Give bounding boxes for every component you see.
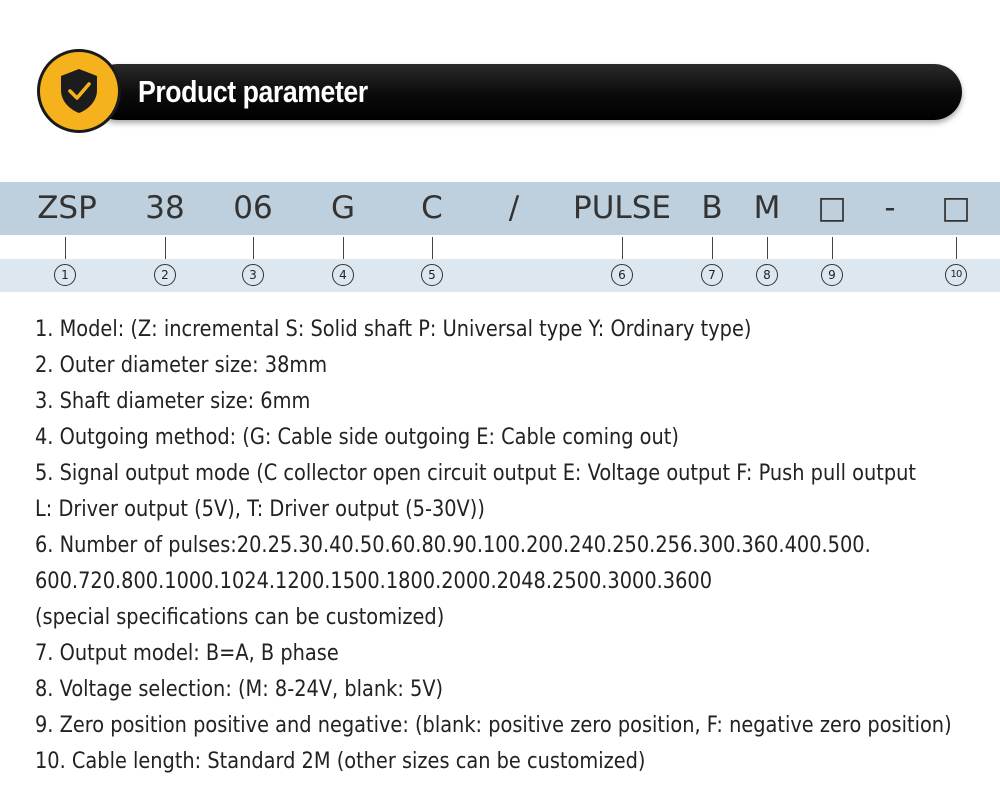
position-number: 10 (945, 264, 967, 286)
description-line: 2. Outer diameter size: 38mm (35, 352, 328, 378)
code-tick (622, 237, 623, 259)
code-tick (253, 237, 254, 259)
model-code-segment: □ (941, 190, 971, 226)
description-line: (special specifications can be customized) (35, 604, 445, 630)
model-code-segment: PULSE (573, 190, 671, 226)
parameter-description (35, 311, 995, 779)
code-tick (65, 237, 66, 259)
description-line: 9. Zero position positive and negative: (blank: positive zero position, F: negative zero position) (35, 712, 952, 738)
model-code-segment: □ (817, 190, 847, 226)
description-line: 4. Outgoing method: (G: Cable side outgoing E: Cable coming out) (35, 424, 679, 450)
code-tick (712, 237, 713, 259)
code-tick (956, 237, 957, 259)
position-number: 2 (154, 264, 176, 286)
position-number: 7 (701, 264, 723, 286)
description-line: 3. Shaft diameter size: 6mm (35, 388, 311, 414)
position-number: 3 (242, 264, 264, 286)
shield-check-icon (37, 49, 121, 133)
description-line: 10. Cable length: Standard 2M (other sizes can be customized) (35, 748, 646, 774)
position-number: 6 (611, 264, 633, 286)
code-tick (165, 237, 166, 259)
position-number: 4 (332, 264, 354, 286)
model-code-segment: C (421, 190, 443, 226)
model-code-row (0, 182, 1000, 235)
model-code-segment: ZSP (37, 190, 97, 226)
code-tick (832, 237, 833, 259)
model-code-segment: / (508, 190, 520, 226)
description-line: 5. Signal output mode (C collector open circuit output E: Voltage output F: Push pull output (35, 460, 916, 486)
model-code-segment: B (701, 190, 723, 226)
description-line: 1. Model: (Z: incremental S: Solid shaft P: Universal type Y: Ordinary type) (35, 316, 752, 342)
code-tick (343, 237, 344, 259)
code-tick (432, 237, 433, 259)
description-line: 600.720.800.1000.1024.1200.1500.1800.2000.2048.2500.3000.3600 (35, 568, 713, 594)
position-number: 5 (421, 264, 443, 286)
model-code-segment: G (330, 190, 356, 226)
model-code-segment: - (884, 190, 896, 226)
page-title: Product parameter (138, 74, 368, 109)
description-line: 8. Voltage selection: (M: 8-24V, blank: 5V) (35, 676, 444, 702)
position-number: 1 (54, 264, 76, 286)
model-code-segment: 06 (233, 190, 273, 226)
model-code-segment: M (753, 190, 781, 226)
description-line: 6. Number of pulses:20.25.30.40.50.60.80.90.100.200.240.250.256.300.360.400.500. (35, 532, 871, 558)
model-code-segment: 38 (145, 190, 185, 226)
description-line: L: Driver output (5V), T: Driver output (5-30V)) (35, 496, 485, 522)
description-line: 7. Output model: B=A, B phase (35, 640, 339, 666)
position-number-row (0, 259, 1000, 292)
code-tick (767, 237, 768, 259)
position-number: 9 (821, 264, 843, 286)
position-number: 8 (756, 264, 778, 286)
